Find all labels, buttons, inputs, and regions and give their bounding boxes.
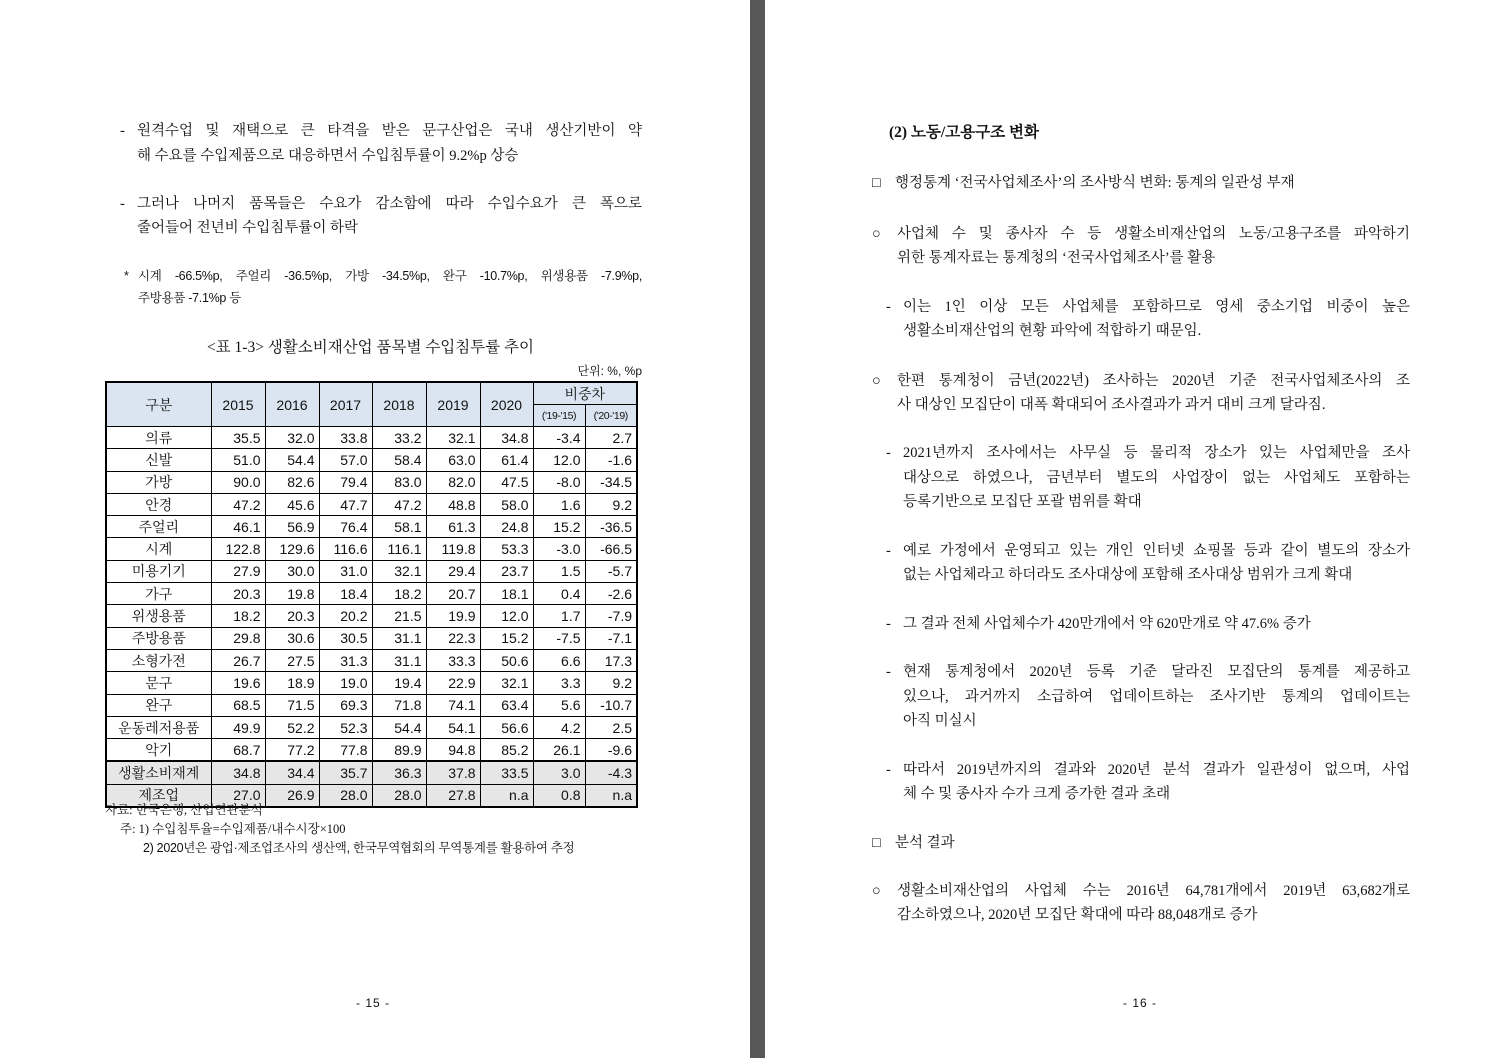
table-cell-diff-value: 5.6 (533, 694, 585, 716)
table-cell-year-value: 47.2 (372, 493, 426, 515)
dash-bullet-line: 그 결과 전체 사업체수가 420만개에서 약 620만개로 약 47.6% 증가 (903, 616, 1311, 632)
table-cell-year-value: 45.6 (265, 493, 319, 515)
heading-bullet-text: 행정통계 ‘전국사업체조사’의 조사방식 변화: 통계의 일관성 부재 (895, 175, 1295, 191)
row-label: 가구 (106, 583, 211, 605)
circle-bullet-icon: ○ (872, 373, 881, 389)
header-category: 구분 (106, 382, 211, 427)
table-cell-year-value: 63.0 (426, 449, 480, 471)
table-cell-year-value: 34.4 (265, 761, 319, 784)
square-bullet-icon: □ (872, 835, 881, 851)
table-row (106, 605, 637, 627)
table-cell-year-value: 52.2 (265, 716, 319, 738)
table-cell-year-value: 46.1 (211, 516, 265, 538)
table-cell-year-value: 61.3 (426, 516, 480, 538)
table-cell-year-value: 33.5 (480, 761, 533, 784)
table-cell-year-value: 52.3 (319, 716, 372, 738)
table-cell-year-value: 79.4 (319, 471, 372, 493)
table-row (106, 627, 637, 649)
table-row (106, 583, 637, 605)
table-cell-year-value: 37.8 (426, 761, 480, 784)
table-row (106, 716, 637, 738)
page-15 (0, 0, 750, 1058)
table-row (106, 427, 637, 449)
table-cell-year-value: 53.3 (480, 538, 533, 560)
table-cell-year-value: 27.0 (211, 784, 265, 807)
circle-bullet-icon: ○ (872, 883, 881, 899)
table-cell-diff-value: 2.5 (585, 716, 637, 738)
dash-bullet-line: 생활소비재산업의 현황 파악에 적합하기 때문임. (903, 323, 1202, 339)
table-cell-diff-value: 15.2 (533, 516, 585, 538)
table-cell-year-value: 27.5 (265, 649, 319, 671)
table-cell-diff-value: 9.2 (585, 672, 637, 694)
table-cell-year-value: 34.8 (480, 427, 533, 449)
bullet-text-line: 그러나 나머지 품목들은 수요가 감소함에 따라 수입수요가 큰 폭으로 (137, 196, 642, 212)
header-year: 2020 (480, 382, 533, 427)
row-label: 주방용품 (106, 627, 211, 649)
table-cell-diff-value: -7.5 (533, 627, 585, 649)
header-share-difference: 비중차 (533, 382, 637, 405)
table-cell-year-value: 32.1 (426, 427, 480, 449)
table-cell-year-value: 74.1 (426, 694, 480, 716)
table-row (106, 493, 637, 515)
table-cell-year-value: 24.8 (480, 516, 533, 538)
table-cell-year-value: n.a (480, 784, 533, 807)
table-cell-year-value: 58.0 (480, 493, 533, 515)
table-cell-year-value: 47.5 (480, 471, 533, 493)
dash-bullet-marker: - (886, 664, 891, 680)
table-note: 주: 1) 수입침투율=수입제품/내수시장×100 (120, 822, 346, 836)
table-cell-year-value: 63.4 (480, 694, 533, 716)
table-cell-diff-value: -5.7 (585, 560, 637, 582)
footnote-line: 시계 -66.5%p, 주얼리 -36.5%p, 가방 -34.5%p, 완구 -10.7%p, 위생용품 -7.9%p, (138, 269, 642, 283)
table-cell-year-value: 23.7 (480, 560, 533, 582)
table-cell-diff-value: -3.4 (533, 427, 585, 449)
table-cell-year-value: 49.9 (211, 716, 265, 738)
row-label: 운동레저용품 (106, 716, 211, 738)
table-source: 자료: 한국은행, 산업연관분석 (105, 803, 263, 817)
dash-bullet-marker: - (886, 543, 891, 559)
table-cell-diff-value: -9.6 (585, 739, 637, 762)
table-cell-diff-value: n.a (585, 784, 637, 807)
table-cell-year-value: 30.5 (319, 627, 372, 649)
bullet-marker: - (120, 196, 125, 212)
table-title: <표 1-3> 생활소비재산업 품목별 수입침투률 추이 (206, 339, 535, 356)
footnote-marker: * (124, 269, 129, 283)
table-cell-diff-value: 17.3 (585, 649, 637, 671)
bullet-text-line: 원격수업 및 재택으로 큰 타격을 받은 문구산업은 국내 생산기반이 약 (137, 123, 642, 139)
table-cell-year-value: 18.9 (265, 672, 319, 694)
table-cell-year-value: 34.8 (211, 761, 265, 784)
table-cell-year-value: 31.1 (372, 649, 426, 671)
table-cell-year-value: 54.4 (372, 716, 426, 738)
dash-bullet-line: 2021년까지 조사에서는 사무실 등 물리적 장소가 있는 사업체만을 조사 (903, 445, 1410, 461)
table-cell-diff-value: -4.3 (585, 761, 637, 784)
table-cell-year-value: 30.0 (265, 560, 319, 582)
table-cell-year-value: 32.1 (372, 560, 426, 582)
table-cell-year-value: 77.8 (319, 739, 372, 762)
row-label: 의류 (106, 427, 211, 449)
table-cell-year-value: 30.6 (265, 627, 319, 649)
table-cell-year-value: 61.4 (480, 449, 533, 471)
header-year: 2016 (265, 382, 319, 427)
row-label: 시계 (106, 538, 211, 560)
table-cell-year-value: 36.3 (372, 761, 426, 784)
circle-bullet-line: 한편 통계청이 금년(2022년) 조사하는 2020년 기준 전국사업체조사의 조 (897, 373, 1410, 389)
dash-bullet-line: 없는 사업체라고 하더라도 조사대상에 포함해 조사대상 범위가 크게 확대 (903, 567, 1353, 583)
table-cell-year-value: 47.2 (211, 493, 265, 515)
table-cell-year-value: 50.6 (480, 649, 533, 671)
table-cell-year-value: 129.6 (265, 538, 319, 560)
page-number: - 15 - (355, 996, 390, 1010)
table-cell-year-value: 85.2 (480, 739, 533, 762)
table-cell-year-value: 19.9 (426, 605, 480, 627)
dash-bullet-marker: - (886, 445, 891, 461)
table-cell-year-value: 20.3 (211, 583, 265, 605)
table-cell-year-value: 35.7 (319, 761, 372, 784)
table-cell-year-value: 20.7 (426, 583, 480, 605)
table-cell-diff-value: 12.0 (533, 449, 585, 471)
table-cell-diff-value: 1.5 (533, 560, 585, 582)
table-cell-year-value: 19.0 (319, 672, 372, 694)
bullet-text-line: 해 수요를 수입제품으로 대응하면서 수입침투률이 9.2%p 상승 (137, 148, 519, 164)
table-cell-year-value: 47.7 (319, 493, 372, 515)
row-label: 악기 (106, 739, 211, 762)
table-cell-year-value: 122.8 (211, 538, 265, 560)
dash-bullet-line: 이는 1인 이상 모든 사업체를 포함하므로 영세 중소기업 비중이 높은 (903, 299, 1410, 315)
table-cell-year-value: 116.6 (319, 538, 372, 560)
table-row (106, 649, 637, 671)
table-cell-year-value: 68.5 (211, 694, 265, 716)
table-cell-diff-value: -2.6 (585, 583, 637, 605)
table-cell-diff-value: 4.2 (533, 716, 585, 738)
table-cell-year-value: 116.1 (372, 538, 426, 560)
table-cell-diff-value: 1.7 (533, 605, 585, 627)
table-cell-diff-value: -10.7 (585, 694, 637, 716)
table-cell-diff-value: 1.6 (533, 493, 585, 515)
table-cell-diff-value: 26.1 (533, 739, 585, 762)
table-cell-year-value: 82.6 (265, 471, 319, 493)
table-cell-year-value: 32.1 (480, 672, 533, 694)
table-cell-year-value: 31.3 (319, 649, 372, 671)
table-cell-year-value: 54.1 (426, 716, 480, 738)
row-label: 문구 (106, 672, 211, 694)
table-cell-year-value: 57.0 (319, 449, 372, 471)
table-row (106, 471, 637, 493)
table-cell-year-value: 83.0 (372, 471, 426, 493)
table-cell-year-value: 29.4 (426, 560, 480, 582)
row-label: 소형가전 (106, 649, 211, 671)
row-label: 안경 (106, 493, 211, 515)
dash-bullet-line: 대상으로 하였으나, 금년부터 별도의 사업장이 없는 사업체도 포함하는 (903, 470, 1410, 486)
table-cell-diff-value: 2.7 (585, 427, 637, 449)
bullet-marker: - (120, 123, 125, 139)
table-cell-diff-value: 3.0 (533, 761, 585, 784)
header-diff-period: ('19-'15) (533, 405, 585, 427)
table-cell-year-value: 31.0 (319, 560, 372, 582)
row-label: 주얼리 (106, 516, 211, 538)
row-label: 신발 (106, 449, 211, 471)
table-cell-diff-value: -3.0 (533, 538, 585, 560)
table-cell-year-value: 20.2 (319, 605, 372, 627)
table-unit: 단위: %, %p (577, 364, 642, 378)
table-cell-year-value: 90.0 (211, 471, 265, 493)
table-cell-diff-value: -66.5 (585, 538, 637, 560)
table-cell-year-value: 33.2 (372, 427, 426, 449)
row-label: 위생용품 (106, 605, 211, 627)
row-label: 생활소비재계 (106, 761, 211, 784)
table-cell-year-value: 48.8 (426, 493, 480, 515)
footnote-line: 주방용품 -7.1%p 등 (138, 291, 242, 305)
dash-bullet-line: 현재 통계청에서 2020년 등록 기준 달라진 모집단의 통계를 제공하고 (903, 664, 1410, 680)
dash-bullet-marker: - (886, 616, 891, 632)
table-cell-year-value: 33.8 (319, 427, 372, 449)
table-cell-year-value: 20.3 (265, 605, 319, 627)
dash-bullet-line: 따라서 2019년까지의 결과와 2020년 분석 결과가 일관성이 없으며, 사업 (903, 762, 1410, 778)
table-cell-diff-value: -8.0 (533, 471, 585, 493)
table-cell-year-value: 21.5 (372, 605, 426, 627)
table-cell-diff-value: 3.3 (533, 672, 585, 694)
circle-bullet-icon: ○ (872, 226, 881, 242)
bullet-text-line: 줄어들어 전년비 수입침투률이 하락 (137, 220, 358, 236)
row-label: 제조업 (106, 784, 211, 807)
table-cell-year-value: 33.3 (426, 649, 480, 671)
row-label: 완구 (106, 694, 211, 716)
table-cell-year-value: 18.2 (372, 583, 426, 605)
table-cell-diff-value: 9.2 (585, 493, 637, 515)
table-cell-year-value: 27.8 (426, 784, 480, 807)
table-row (106, 739, 637, 762)
table-cell-diff-value: 0.4 (533, 583, 585, 605)
circle-bullet-line: 사업체 수 및 종사자 수 등 생활소비재산업의 노동/고용구조를 파악하기 (897, 226, 1410, 242)
dash-bullet-line: 등록기반으로 모집단 포괄 범위를 확대 (903, 494, 1142, 510)
dash-bullet-marker: - (886, 299, 891, 315)
table-row (106, 761, 637, 784)
table-cell-year-value: 19.4 (372, 672, 426, 694)
table-cell-year-value: 89.9 (372, 739, 426, 762)
table-cell-year-value: 69.3 (319, 694, 372, 716)
table-cell-year-value: 12.0 (480, 605, 533, 627)
table-cell-year-value: 26.7 (211, 649, 265, 671)
circle-bullet-line: 생활소비재산업의 사업체 수는 2016년 64,781개에서 2019년 63,682개로 (897, 883, 1410, 899)
table-row (106, 672, 637, 694)
table-cell-year-value: 54.4 (265, 449, 319, 471)
table-cell-year-value: 82.0 (426, 471, 480, 493)
heading-bullet-text: 분석 결과 (895, 835, 955, 851)
table-body (106, 427, 637, 808)
table-cell-diff-value: 0.8 (533, 784, 585, 807)
table-row (106, 538, 637, 560)
row-label: 미용기기 (106, 560, 211, 582)
header-year: 2017 (319, 382, 372, 427)
table-cell-year-value: 22.9 (426, 672, 480, 694)
table-header-row (106, 382, 637, 405)
dash-bullet-marker: - (886, 762, 891, 778)
circle-bullet-line: 사 대상인 모집단이 대폭 확대되어 조사결과가 과거 대비 크게 달라짐. (897, 397, 1326, 413)
table-cell-diff-value: -7.9 (585, 605, 637, 627)
table-cell-year-value: 28.0 (372, 784, 426, 807)
table-cell-year-value: 51.0 (211, 449, 265, 471)
table-row (106, 516, 637, 538)
header-year: 2018 (372, 382, 426, 427)
table-cell-year-value: 27.9 (211, 560, 265, 582)
header-diff-period: ('20-'19) (585, 405, 637, 427)
dash-bullet-line: 체 수 및 종사자 수가 크게 증가한 결과 초래 (903, 786, 1171, 802)
table-cell-year-value: 19.6 (211, 672, 265, 694)
table-cell-diff-value: 6.6 (533, 649, 585, 671)
table-cell-year-value: 32.0 (265, 427, 319, 449)
table-cell-year-value: 35.5 (211, 427, 265, 449)
table-cell-year-value: 58.1 (372, 516, 426, 538)
table-cell-year-value: 94.8 (426, 739, 480, 762)
dash-bullet-line: 예로 가정에서 운영되고 있는 개인 인터넷 쇼핑몰 등과 같이 별도의 장소가 (903, 543, 1410, 559)
table-cell-year-value: 71.5 (265, 694, 319, 716)
table-cell-year-value: 22.3 (426, 627, 480, 649)
table-cell-year-value: 29.8 (211, 627, 265, 649)
section-title: (2) 노동/고용구조 변화 (889, 124, 1039, 141)
table-cell-year-value: 28.0 (319, 784, 372, 807)
square-bullet-icon: □ (872, 175, 881, 191)
table-cell-diff-value: -7.1 (585, 627, 637, 649)
table-cell-year-value: 56.6 (480, 716, 533, 738)
page-gutter (750, 0, 765, 1058)
header-year: 2019 (426, 382, 480, 427)
dash-bullet-line: 있으나, 과거까지 소급하여 업데이트하는 조사기반 통계의 업데이트는 (903, 689, 1410, 705)
table-cell-diff-value: -1.6 (585, 449, 637, 471)
table-cell-year-value: 71.8 (372, 694, 426, 716)
table-cell-year-value: 68.7 (211, 739, 265, 762)
circle-bullet-line: 위한 통계자료는 통계청의 ‘전국사업체조사’를 활용 (897, 250, 1216, 266)
header-year: 2015 (211, 382, 265, 427)
table-cell-year-value: 58.4 (372, 449, 426, 471)
table-cell-diff-value: -36.5 (585, 516, 637, 538)
table-cell-year-value: 31.1 (372, 627, 426, 649)
table-cell-year-value: 76.4 (319, 516, 372, 538)
table-cell-year-value: 19.8 (265, 583, 319, 605)
page-16 (765, 0, 1512, 1058)
table-cell-year-value: 18.1 (480, 583, 533, 605)
table-cell-year-value: 18.4 (319, 583, 372, 605)
table-cell-year-value: 56.9 (265, 516, 319, 538)
circle-bullet-line: 감소하였으나, 2020년 모집단 확대에 따라 88,048개로 증가 (897, 907, 1258, 923)
table-row (106, 694, 637, 716)
table-cell-year-value: 18.2 (211, 605, 265, 627)
table-cell-year-value: 26.9 (265, 784, 319, 807)
table-cell-year-value: 77.2 (265, 739, 319, 762)
row-label: 가방 (106, 471, 211, 493)
table-row (106, 449, 637, 471)
import-penetration-table (105, 381, 638, 808)
table-row (106, 560, 637, 582)
table-cell-year-value: 119.8 (426, 538, 480, 560)
page-number: - 16 - (1122, 996, 1157, 1010)
table-note: 2) 2020년은 광업·제조업조사의 생산액, 한국무역협회의 무역통계를 활용하여 추정 (143, 841, 575, 855)
dash-bullet-line: 아직 미실시 (903, 713, 977, 729)
table-cell-diff-value: -34.5 (585, 471, 637, 493)
table-cell-year-value: 15.2 (480, 627, 533, 649)
